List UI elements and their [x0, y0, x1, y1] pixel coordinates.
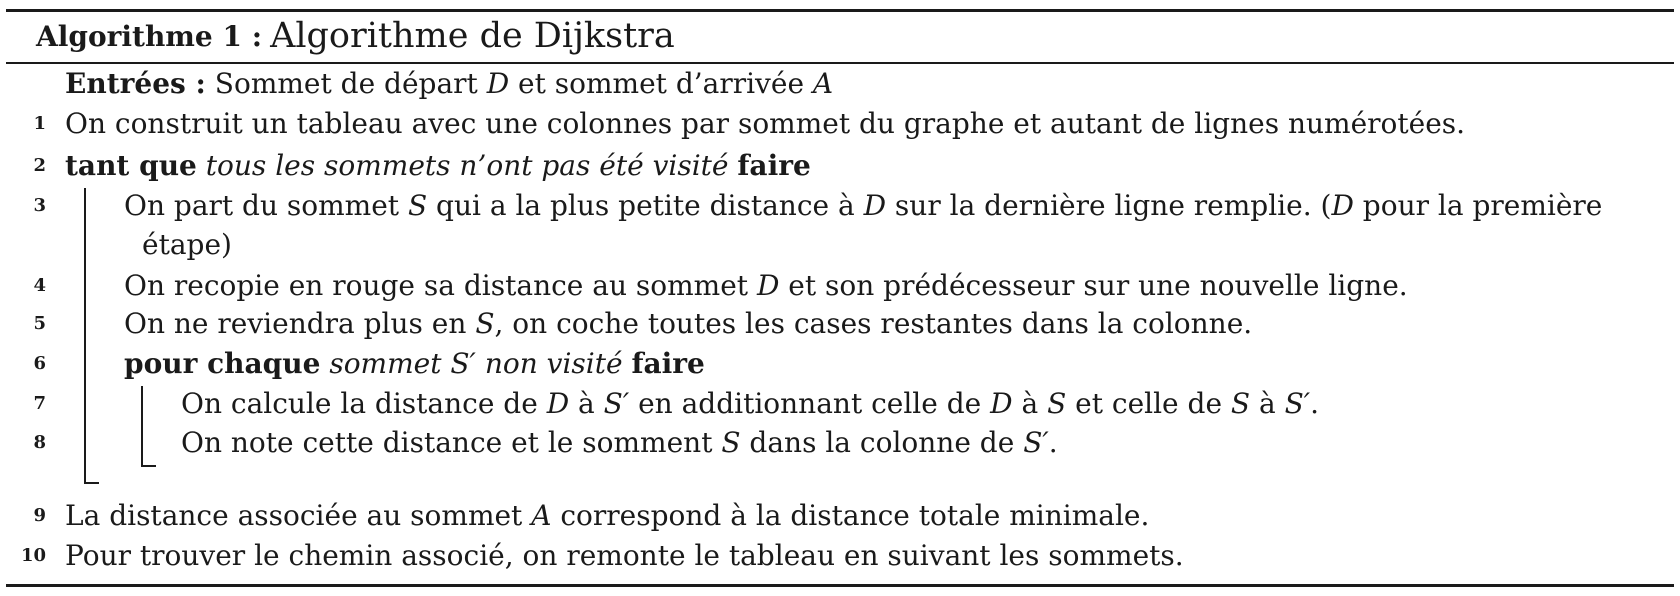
for-block-bar: [141, 386, 143, 466]
caption-rule: [6, 62, 1674, 64]
line-number: 6: [33, 353, 46, 374]
line-text: Pour trouver le chemin associé, on remonte le tableau en suivant les sommets.: [65, 539, 1184, 572]
line-text: étape): [142, 228, 232, 261]
algorithm-line-1: [0, 106, 1680, 142]
line-text: On construit un tableau avec une colonnes par sommet du graphe et autant de lignes numérotées.: [65, 107, 1466, 140]
line-number: 10: [20, 545, 46, 566]
loop-condition: tous les sommets n’ont pas été visité: [205, 149, 729, 182]
keyword-pour-chaque: pour chaque: [124, 347, 321, 380]
inputs-line: [0, 66, 1680, 102]
line-number: 4: [33, 275, 46, 296]
algorithm-caption: [36, 10, 675, 62]
line-number: 7: [33, 393, 46, 414]
keyword-faire: faire: [631, 347, 705, 380]
line-text: On calcule la distance de D à S′ en additionnant celle de D à S et celle de S à S′.: [181, 387, 1320, 420]
line-text: On part du sommet S qui a la plus petite distance à D sur la dernière ligne remplie. (D pour la première: [124, 189, 1603, 222]
caption-label: Algorithme 1 :: [36, 19, 263, 53]
inputs-label: Entrées :: [65, 67, 206, 100]
keyword-tant-que: tant que: [65, 149, 197, 182]
algorithm-line-5: [0, 306, 1680, 342]
loop-condition: sommet S′ non visité: [329, 347, 623, 380]
line-number: 9: [33, 505, 46, 526]
bottom-rule: [6, 584, 1674, 587]
algorithm-line-2: [0, 148, 1680, 184]
line-text: [124, 346, 705, 382]
algorithm-line-3-continuation: [0, 227, 1680, 263]
for-block-end: [141, 465, 156, 467]
line-number: 5: [33, 313, 46, 334]
algorithm-line-10: [0, 538, 1680, 574]
while-block-end: [84, 482, 99, 484]
while-block-bar: [84, 188, 86, 483]
line-number: 8: [33, 432, 46, 453]
algorithm-line-8: [0, 425, 1680, 461]
inputs-text: Entrées : Sommet de départ D et sommet d’arrivée A: [65, 67, 834, 100]
caption-title: Algorithme de Dijkstra: [270, 16, 675, 56]
algorithm-line-4: [0, 268, 1680, 304]
line-text: On recopie en rouge sa distance au sommet D et son prédécesseur sur une nouvelle ligne.: [124, 269, 1408, 302]
algorithm-line-3: [0, 188, 1680, 224]
algorithm-line-6: [0, 346, 1680, 382]
line-number: 1: [33, 113, 46, 134]
line-number: 3: [33, 195, 46, 216]
algorithm-line-9: [0, 498, 1680, 534]
line-text: On ne reviendra plus en S, on coche toutes les cases restantes dans la colonne.: [124, 307, 1253, 340]
algorithm-line-7: [0, 386, 1680, 422]
line-text: On note cette distance et le somment S dans la colonne de S′.: [181, 426, 1058, 459]
line-number: 2: [33, 155, 46, 176]
keyword-faire: faire: [737, 149, 811, 182]
line-text: La distance associée au sommet A correspond à la distance totale minimale.: [65, 499, 1150, 532]
line-text: [65, 148, 811, 184]
